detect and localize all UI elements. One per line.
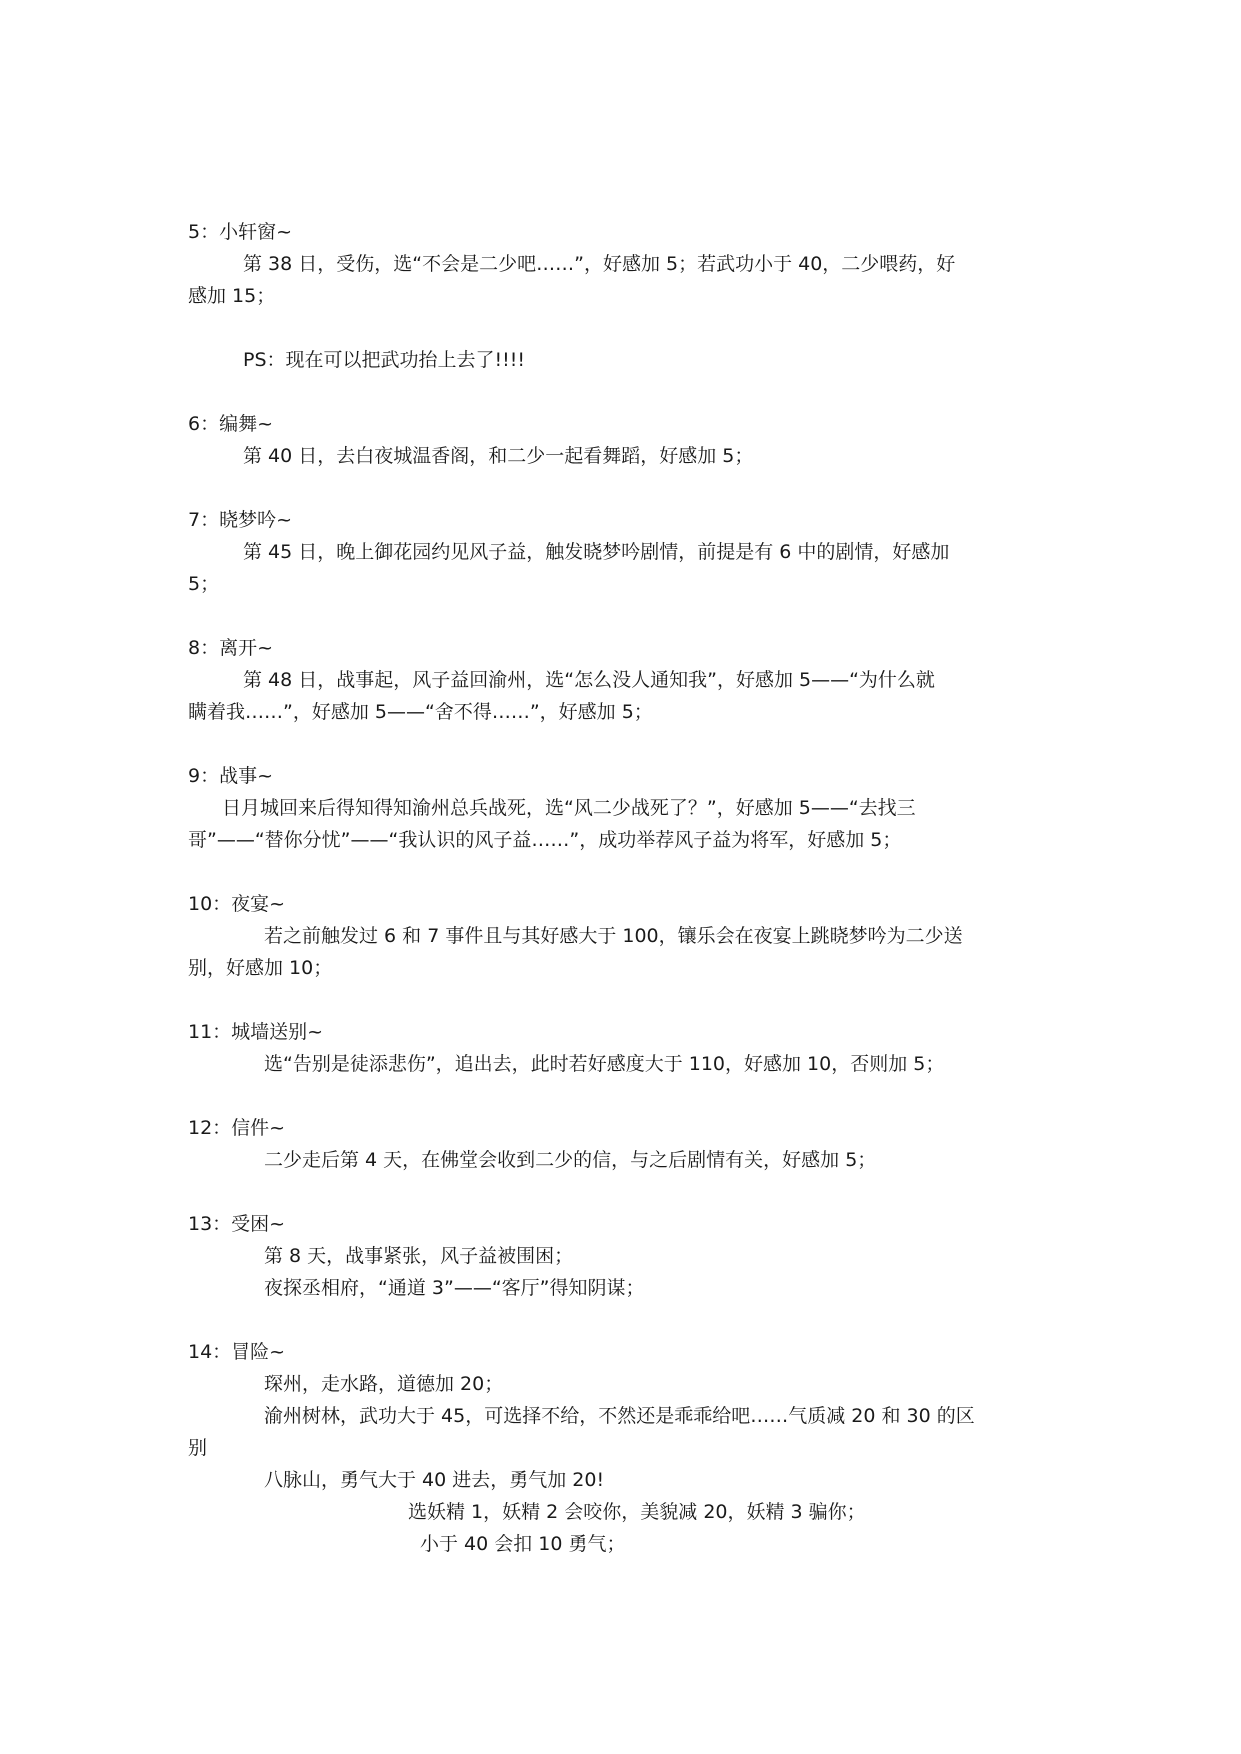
section-heading: 13：受困~ [188,1213,286,1235]
ps-note: PS：现在可以把武功抬上去了!!!! [243,349,525,371]
paragraph-line: 瞒着我……”，好感加 5——“舍不得……”，好感加 5； [188,701,653,723]
paragraph-line: 第 38 日，受伤，选“不会是二少吧……”，好感加 5；若武功小于 40，二少喂药，好 [243,253,956,275]
section-heading: 7：晓梦吟~ [188,509,293,531]
document-content [188,216,1068,1560]
paragraph-line: 八脉山，勇气大于 40 进去，勇气加 20! [264,1469,605,1491]
section-heading: 11：城墙送别~ [188,1021,324,1043]
paragraph-line: 二少走后第 4 天，在佛堂会收到二少的信，与之后剧情有关，好感加 5； [264,1149,877,1171]
paragraph-line: 别，好感加 10； [188,957,333,979]
paragraph-line: 第 8 天，战事紧张，风子益被围困； [264,1245,574,1267]
section-heading: 10：夜宴~ [188,893,286,915]
paragraph-line: 选妖精 1，妖精 2 会咬你，美貌减 20，妖精 3 骗你； [408,1501,866,1523]
paragraph-line: 感加 15； [188,285,276,307]
section-heading: 6：编舞~ [188,413,274,435]
paragraph-line: 选“告别是徒添悲伤”，追出去，此时若好感度大于 110，好感加 10，否则加 5； [264,1053,945,1075]
section-heading: 12：信件~ [188,1117,286,1139]
paragraph-line: 渝州树林，武功大于 45，可选择不给，不然还是乖乖给吧……气质减 20 和 30 的区 [264,1405,975,1427]
paragraph-line: 小于 40 会扣 10 勇气； [420,1533,626,1555]
paragraph-line: 5； [188,573,220,595]
section-heading: 14：冒险~ [188,1341,286,1363]
section-heading: 9：战事~ [188,765,274,787]
paragraph-line: 若之前触发过 6 和 7 事件且与其好感大于 100，镶乐会在夜宴上跳晓梦吟为二少送 [264,925,963,947]
paragraph-line: 琛州，走水路，道德加 20； [264,1373,504,1395]
section-heading: 8：离开~ [188,637,274,659]
paragraph-line: 别 [188,1437,208,1459]
section-heading: 5：小轩窗~ [188,221,293,243]
paragraph-line: 日月城回来后得知得知渝州总兵战死，选“风二少战死了？”，好感加 5——“去找三 [222,797,916,819]
paragraph-line: 哥”——“替你分忧”——“我认识的风子益……”，成功举荐风子益为将军，好感加 5； [188,829,902,851]
paragraph-line: 第 45 日，晚上御花园约见风子益，触发晓梦吟剧情，前提是有 6 中的剧情，好感加 [243,541,950,563]
paragraph-line: 第 48 日，战事起，风子益回渝州，选“怎么没人通知我”，好感加 5——“为什么就 [243,669,935,691]
paragraph-line: 第 40 日，去白夜城温香阁，和二少一起看舞蹈，好感加 5； [243,445,754,467]
paragraph-line: 夜探丞相府，“通道 3”——“客厅”得知阴谋； [264,1277,645,1299]
